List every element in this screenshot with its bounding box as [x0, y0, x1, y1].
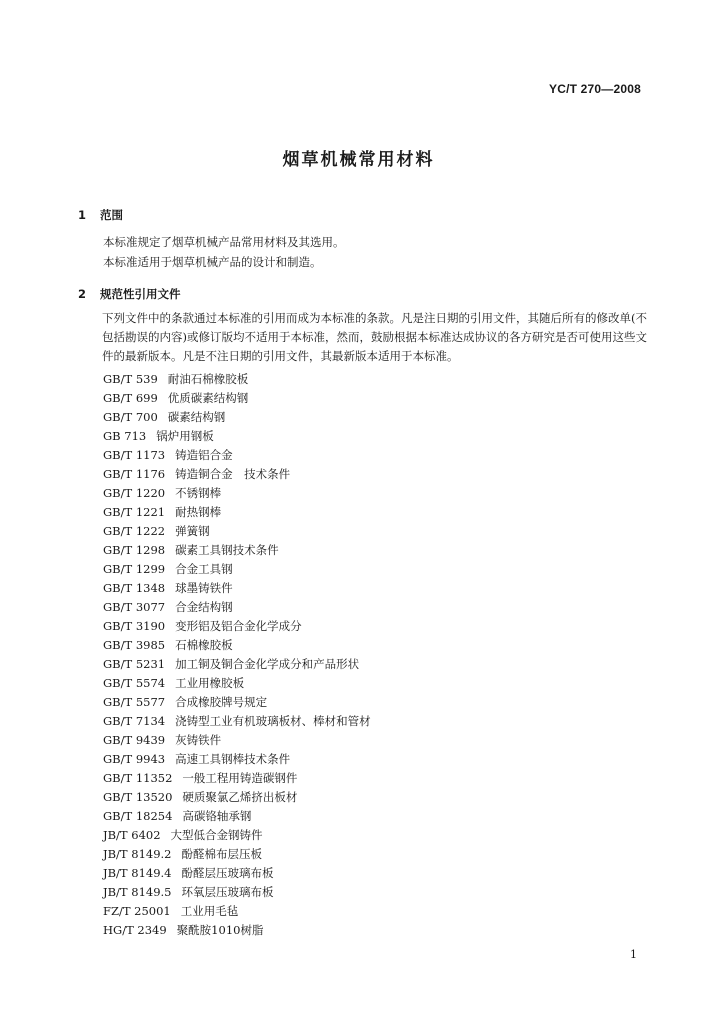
reference-code: GB/T 539 [103, 372, 158, 386]
reference-code: GB/T 1176 [103, 467, 166, 481]
reference-code: GB/T 3985 [103, 638, 166, 652]
reference-code: GB/T 9943 [103, 752, 166, 766]
section-2-heading [78, 286, 181, 302]
reference-name: 石棉橡胶板 [175, 638, 233, 652]
reference-code: GB/T 1220 [103, 486, 166, 500]
reference-name: 加工铜及铜合金化学成分和产品形状 [175, 657, 360, 671]
section-title: 范围 [100, 208, 123, 222]
reference-code: GB/T 13520 [103, 790, 173, 804]
list-item [103, 769, 371, 788]
reference-name: 环氧层压玻璃布板 [181, 885, 274, 899]
list-item [103, 750, 371, 769]
references-intro-text: 下列文件中的条款通过本标准的引用而成为本标准的条款。凡是注日期的引用文件，其随后所有的修改单(不包括勘误的内容)或修订版均不适用于本标准，然而，鼓励根据本标准达成协议的各方研究是否可使用这些文件的最新版本。凡是不注日期的引用文件，其最新版本适用于本标准。 [102, 311, 647, 363]
list-item [103, 370, 371, 389]
list-item [103, 788, 371, 807]
reference-name: 高碳铬轴承钢 [182, 809, 252, 823]
section-title: 规范性引用文件 [100, 287, 181, 301]
list-item [103, 712, 371, 731]
list-item [103, 522, 371, 541]
list-item [103, 579, 371, 598]
reference-name: 弹簧钢 [175, 524, 210, 538]
reference-name: 合金结构钢 [175, 600, 233, 614]
list-item [103, 503, 371, 522]
reference-code: GB/T 1221 [103, 505, 166, 519]
list-item [103, 427, 371, 446]
list-item [103, 598, 371, 617]
reference-name: 聚酰胺1010树脂 [176, 923, 264, 937]
scope-line-2: 本标准适用于烟草机械产品的设计和制造。 [103, 255, 322, 269]
section-1-heading [78, 207, 123, 223]
list-item [103, 731, 371, 750]
reference-code: GB 713 [103, 429, 147, 443]
reference-code: HG/T 2349 [103, 923, 167, 937]
reference-code: GB/T 1348 [103, 581, 166, 595]
reference-name: 耐热钢棒 [175, 505, 222, 519]
reference-code: GB/T 3190 [103, 619, 166, 633]
reference-list [103, 370, 371, 940]
reference-code: GB/T 700 [103, 410, 158, 424]
reference-code: GB/T 699 [103, 391, 158, 405]
list-item [103, 693, 371, 712]
reference-code: GB/T 9439 [103, 733, 166, 747]
reference-code: JB/T 8149.5 [103, 885, 172, 899]
reference-code: GB/T 1173 [103, 448, 166, 462]
list-item [103, 845, 371, 864]
reference-name: 合金工具钢 [175, 562, 233, 576]
reference-name: 工业用毛毡 [180, 904, 239, 918]
reference-name: 酚醛棉布层压板 [181, 847, 263, 861]
reference-name: 锅炉用钢板 [156, 429, 214, 443]
reference-code: JB/T 6402 [103, 828, 161, 842]
list-item [103, 541, 371, 560]
reference-name: 铸造铜合金 技术条件 [175, 467, 291, 481]
reference-code: GB/T 5231 [103, 657, 166, 671]
reference-code: GB/T 3077 [103, 600, 166, 614]
reference-name: 一般工程用铸造碳钢件 [182, 771, 298, 785]
reference-name: 碳素工具钢技术条件 [175, 543, 279, 557]
standard-number: YC/T 270—2008 [549, 82, 641, 96]
reference-code: GB/T 18254 [103, 809, 173, 823]
reference-name: 灰铸铁件 [175, 733, 222, 747]
list-item [103, 389, 371, 408]
reference-name: 不锈钢棒 [175, 486, 222, 500]
reference-code: GB/T 1298 [103, 543, 166, 557]
reference-name: 优质碳素结构钢 [167, 391, 249, 405]
reference-name: 球墨铸铁件 [175, 581, 233, 595]
reference-code: GB/T 5577 [103, 695, 166, 709]
reference-name: 合成橡胶牌号规定 [175, 695, 268, 709]
reference-code: GB/T 5574 [103, 676, 166, 690]
reference-name: 硬质聚氯乙烯挤出板材 [182, 790, 298, 804]
list-item [103, 807, 371, 826]
reference-code: FZ/T 25001 [103, 904, 171, 918]
list-item [103, 826, 371, 845]
reference-code: JB/T 8149.4 [103, 866, 172, 880]
section-number: 2 [78, 287, 87, 301]
references-intro [78, 309, 648, 366]
reference-code: GB/T 11352 [103, 771, 173, 785]
page-number: 1 [630, 948, 637, 961]
reference-name: 耐油石棉橡胶板 [167, 372, 249, 386]
list-item [103, 408, 371, 427]
reference-name: 浇铸型工业有机玻璃板材、棒材和管材 [175, 714, 371, 728]
reference-name: 工业用橡胶板 [175, 676, 245, 690]
list-item [103, 902, 371, 921]
reference-name: 碳素结构钢 [167, 410, 226, 424]
reference-code: JB/T 8149.2 [103, 847, 172, 861]
reference-name: 大型低合金钢铸件 [170, 828, 263, 842]
reference-code: GB/T 7134 [103, 714, 166, 728]
list-item [103, 465, 371, 484]
scope-line-1: 本标准规定了烟草机械产品常用材料及其选用。 [103, 235, 345, 249]
list-item [103, 446, 371, 465]
reference-name: 酚醛层压玻璃布板 [181, 866, 274, 880]
reference-name: 高速工具钢棒技术条件 [175, 752, 291, 766]
list-item [103, 921, 371, 940]
section-number: 1 [78, 208, 87, 222]
reference-code: GB/T 1299 [103, 562, 166, 576]
document-title: 烟草机械常用材料 [282, 150, 435, 170]
list-item [103, 560, 371, 579]
reference-code: GB/T 1222 [103, 524, 166, 538]
list-item [103, 883, 371, 902]
list-item [103, 636, 371, 655]
list-item [103, 864, 371, 883]
reference-name: 变形铝及铝合金化学成分 [175, 619, 302, 633]
list-item [103, 617, 371, 636]
list-item [103, 484, 371, 503]
list-item [103, 655, 371, 674]
list-item [103, 674, 371, 693]
reference-name: 铸造铝合金 [175, 448, 233, 462]
